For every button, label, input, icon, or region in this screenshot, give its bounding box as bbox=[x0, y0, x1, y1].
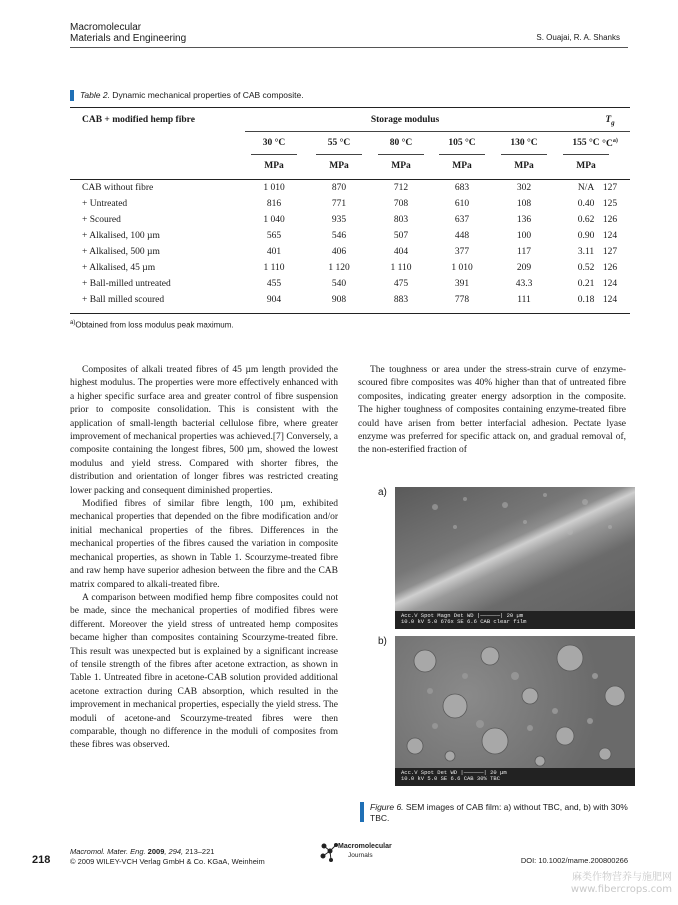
row-label: CAB without fibre bbox=[82, 183, 154, 193]
journal-name bbox=[70, 22, 186, 44]
group-header-rule bbox=[245, 131, 630, 132]
row-label: + Scoured bbox=[82, 215, 121, 225]
doi: DOI: 10.1002/mame.200800266 bbox=[520, 856, 628, 865]
table-cell-tg: 127 bbox=[602, 247, 618, 257]
svg-text:Macromolecular: Macromolecular bbox=[338, 843, 392, 850]
column-header-sample: CAB + modified hemp fibre bbox=[82, 115, 195, 125]
caption-marker bbox=[360, 802, 364, 822]
table-cell: 0.21 bbox=[577, 279, 595, 289]
sem-databar-a: Acc.V Spot Magn Det WD |——————| 20 µm 10.0 kV 5.0 676x SE 6.6 CAB clear film bbox=[395, 611, 635, 629]
table-cell: 377 bbox=[454, 247, 470, 257]
figure-caption: Figure 6. SEM images of CAB film: a) without TBC, and, b) with 30% TBC. bbox=[370, 802, 628, 823]
row-label: + Alkalised, 45 µm bbox=[82, 263, 156, 273]
table-cell: 683 bbox=[454, 183, 470, 193]
table-cell: 507 bbox=[393, 231, 409, 241]
unit-header: MPa bbox=[452, 161, 472, 171]
table-cell: 0.52 bbox=[577, 263, 595, 273]
unit-header: MPa bbox=[576, 161, 596, 171]
table-cell: 803 bbox=[393, 215, 409, 225]
page-number: 218 bbox=[32, 854, 51, 866]
table-cell: 455 bbox=[266, 279, 282, 289]
temperature-header-rule bbox=[316, 154, 362, 155]
table-cell: 0.18 bbox=[577, 295, 595, 305]
table-caption-text: Dynamic mechanical properties of CAB composite. bbox=[109, 90, 304, 100]
row-label: + Alkalised, 100 µm bbox=[82, 231, 160, 241]
row-label: + Ball-milled untreated bbox=[82, 279, 171, 289]
table-cell: 637 bbox=[454, 215, 470, 225]
table-cell: 870 bbox=[331, 183, 347, 193]
table-cell: 778 bbox=[454, 295, 470, 305]
sem-droplet-texture bbox=[395, 636, 635, 768]
table-cell: 475 bbox=[393, 279, 409, 289]
header-bottom-rule bbox=[70, 179, 630, 180]
unit-header: MPa bbox=[514, 161, 534, 171]
table-cell: 448 bbox=[454, 231, 470, 241]
unit-header: MPa bbox=[264, 161, 284, 171]
temperature-header: 105 °C bbox=[448, 138, 476, 148]
table-cell: 1 110 bbox=[390, 263, 412, 273]
temperature-header: 30 °C bbox=[262, 138, 286, 148]
table-cell: 391 bbox=[454, 279, 470, 289]
macromolecular-journals-logo bbox=[318, 838, 392, 866]
table-cell: 111 bbox=[517, 295, 531, 305]
table-cell: 0.62 bbox=[577, 215, 595, 225]
paragraph: Composites of alkali treated fibres of 45 µm length provided the highest modulus. The properties were more effectively enhanced with a higher specific surface area and greater control of fibre suspension prior to composite consolidation. This is consistent with the application of small-length bacterial cellulose fibre, where greater improvement of mechanical properties was achieved.[7] Conversely, a composite containing the longest fibres, 500 µm, showed the lowest modulus and yield stress. Compared with shorter fibres, the distribution and orientation of longer fibres was restricted creating lower packing and consequent diminished properties. bbox=[70, 365, 338, 496]
table-cell-tg: 126 bbox=[602, 215, 618, 225]
temperature-header: 130 °C bbox=[510, 138, 538, 148]
table-cell: 117 bbox=[517, 247, 531, 257]
table-footnote: $^{a)}$Obtained from loss modulus peak maximum. bbox=[70, 320, 234, 330]
table-cell: 935 bbox=[331, 215, 347, 225]
figure-panel-a-label: a) bbox=[378, 487, 387, 498]
site-watermark: 麻类作物营养与施肥网 www.fibercrops.com bbox=[570, 872, 672, 895]
table-cell-tg: 126 bbox=[602, 263, 618, 273]
table-cell: 401 bbox=[266, 247, 282, 257]
journal-name-line2: Materials and Engineering bbox=[70, 33, 187, 44]
table-cell: 0.40 bbox=[577, 199, 595, 209]
table-cell: 1 040 bbox=[263, 215, 285, 225]
row-label: + Ball milled scoured bbox=[82, 295, 165, 305]
table-cell-tg: 124 bbox=[602, 279, 618, 289]
table-cell: 404 bbox=[393, 247, 409, 257]
temperature-header-rule bbox=[251, 154, 297, 155]
table-cell: 43.3 bbox=[515, 279, 533, 289]
table-cell-tg: 124 bbox=[602, 231, 618, 241]
column-header-tg: $T_g$ bbox=[605, 115, 615, 127]
table-cell: 546 bbox=[331, 231, 347, 241]
column-header-storage-modulus: Storage modulus bbox=[370, 115, 440, 125]
journal-name-line1: Macromolecular bbox=[70, 22, 142, 33]
table-top-rule bbox=[70, 107, 630, 108]
paragraph: The toughness or area under the stress-strain curve of enzyme-scoured fibre composites was 40% higher than that of untreated fibre composites, indicating greater energy adsorption in the composite. The higher toughness of composites containing enzyme-treated fibre could have arisen from better interfacial adhesion. Pectate lyase enzyme was preferred for specific attack on, and gradual removal of, the non-esterified fraction of bbox=[358, 365, 626, 456]
svg-text:Journals: Journals bbox=[348, 852, 373, 859]
row-label: + Alkalised, 500 µm bbox=[82, 247, 160, 257]
sem-image-with-30-tbc bbox=[395, 636, 635, 786]
sem-databar-b: Acc.V Spot Det WD |——————| 20 µm 10.0 kV 5.0 SE 6.6 CAB 30% TBC bbox=[395, 768, 635, 786]
tg-unit-header: $^\circ C^{a)}$ bbox=[602, 138, 618, 150]
table-cell-tg: 127 bbox=[602, 183, 618, 193]
sem-fracture-texture bbox=[395, 487, 635, 611]
temperature-header-rule bbox=[501, 154, 547, 155]
table-cell: 1 120 bbox=[328, 263, 350, 273]
sem-image-without-tbc bbox=[395, 487, 635, 629]
table-cell: 712 bbox=[393, 183, 409, 193]
table-bottom-rule bbox=[70, 313, 630, 314]
paragraph: Modified fibres of similar fibre length, 100 µm, exhibited mechanical properties that depended on the fibre modification and/or initial mechanical properties of the fibres. Differences in the mechanical properties of the fibres caused the variation in composite mechanical properties, as shown in Table 1. Scourzyme-treated fibre and raw hemp have superior adhesion between the fibre and the CAB matrix compared to alkali-treated fibre. bbox=[70, 499, 338, 590]
table-cell: 100 bbox=[516, 231, 532, 241]
table-cell: 610 bbox=[454, 199, 470, 209]
unit-header: MPa bbox=[329, 161, 349, 171]
left-column-text bbox=[70, 364, 338, 753]
table-cell: 908 bbox=[331, 295, 347, 305]
caption-marker bbox=[70, 90, 74, 101]
table-cell: 883 bbox=[393, 295, 409, 305]
temperature-header-rule bbox=[439, 154, 485, 155]
temperature-header-rule bbox=[378, 154, 424, 155]
table-cell: N/A bbox=[577, 183, 595, 193]
table-cell: 406 bbox=[331, 247, 347, 257]
table-caption bbox=[80, 90, 304, 100]
table-cell: 1 010 bbox=[451, 263, 473, 273]
row-label: + Untreated bbox=[82, 199, 128, 209]
running-head-authors: S. Ouajai, R. A. Shanks bbox=[536, 33, 620, 42]
table-cell: 540 bbox=[331, 279, 347, 289]
paragraph: A comparison between modified hemp fibre composites could not be made, since the mechanical properties of modified fibres were different. Moreover the yield stress of untreated hemp composites became higher than composites containing Scourzyme-treated fibre. This result was unexpected but is explained by a significant increase of tensile strength of the fibres after acetone extraction, as shown in Table 1. Untreated fibre in acetone-CAB solution provided additional acetone extraction during CAB absorption, which resulted in the improvement in mechanical properties, especially the yield stress. The moduli of acetone-and Scourzyme-treated fibres were then comparable, though no difference in the moduli of composites from these fibres was observed. bbox=[70, 592, 338, 751]
table-cell: 302 bbox=[516, 183, 532, 193]
right-column-text bbox=[358, 364, 626, 458]
header-rule bbox=[70, 47, 628, 48]
temperature-header: 55 °C bbox=[327, 138, 351, 148]
temperature-header: 155 °C bbox=[572, 138, 600, 148]
copyright-text: © 2009 WILEY-VCH Verlag GmbH & Co. KGaA, Weinheim bbox=[70, 857, 265, 866]
table-cell: 904 bbox=[266, 295, 282, 305]
table-cell-tg: 124 bbox=[602, 295, 618, 305]
table-cell: 1 010 bbox=[263, 183, 285, 193]
table-cell: 816 bbox=[266, 199, 282, 209]
table-cell: 708 bbox=[393, 199, 409, 209]
table-cell: 1 110 bbox=[263, 263, 285, 273]
footer-citation: Macromol. Mater. Eng. 2009, 294, 213–221 © 2009 WILEY-VCH Verlag GmbH & Co. KGaA, Weinheim bbox=[70, 847, 265, 866]
table-cell: 771 bbox=[331, 199, 347, 209]
temperature-header-rule bbox=[563, 154, 609, 155]
unit-header: MPa bbox=[391, 161, 411, 171]
table-cell: 136 bbox=[516, 215, 532, 225]
table-caption-label: Table 2. bbox=[80, 90, 110, 100]
table-cell: 209 bbox=[516, 263, 532, 273]
table-cell-tg: 125 bbox=[602, 199, 618, 209]
table-cell: 3.11 bbox=[577, 247, 595, 257]
table-cell: 0.90 bbox=[577, 231, 595, 241]
table-cell: 108 bbox=[516, 199, 532, 209]
figure-panel-b-label: b) bbox=[378, 636, 387, 647]
table-cell: 565 bbox=[266, 231, 282, 241]
temperature-header: 80 °C bbox=[389, 138, 413, 148]
